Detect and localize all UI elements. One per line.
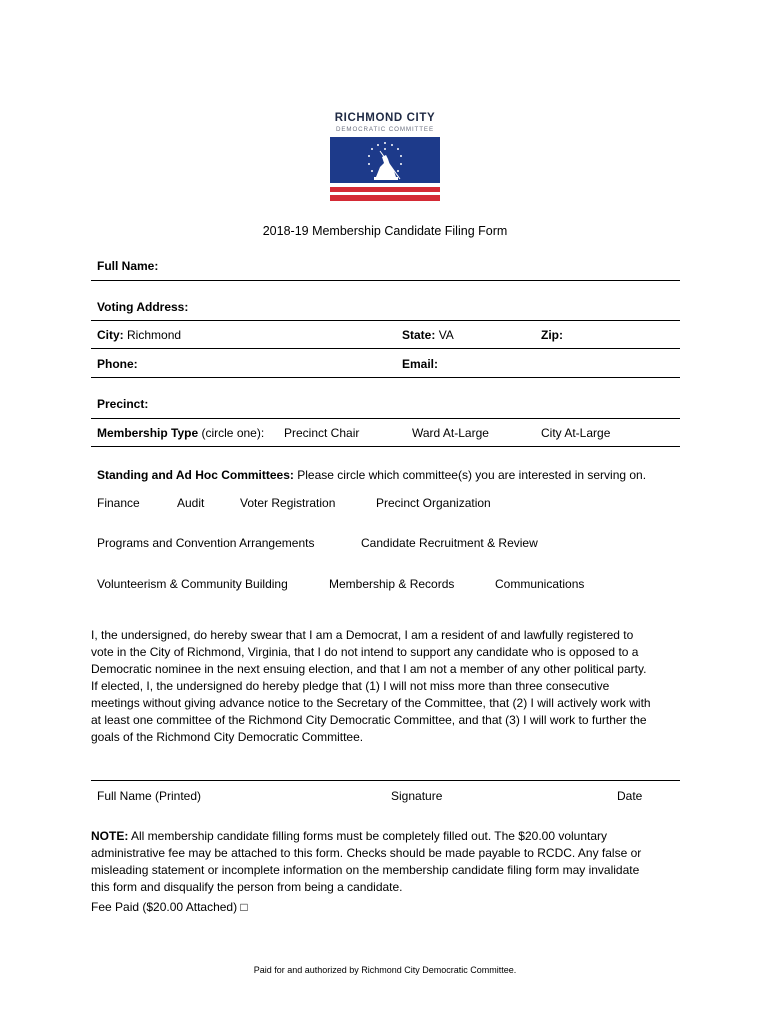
oath-line: I, the undersigned, do hereby swear that I am a Democrat, I am a resident of and lawfully registered to (91, 628, 634, 642)
note-line: administrative fee may be attached to this form. Checks should be made payable to RCDC. Any false or (91, 846, 642, 860)
committee-precinct-organization[interactable]: Precinct Organization (376, 496, 491, 510)
committees-label: Standing and Ad Hoc Committees: (97, 468, 294, 482)
membership-option-precinct-chair[interactable]: Precinct Chair (284, 426, 360, 440)
oath-line: goals of the Richmond City Democratic Committee. (91, 730, 364, 744)
form-title: 2018-19 Membership Candidate Filing Form (262, 224, 508, 238)
phone-email-row (91, 357, 680, 371)
date-label: Date (617, 789, 643, 803)
note-line: this form and disqualify the person from being a candidate. (91, 880, 403, 894)
precinct-row (91, 397, 680, 411)
note-line: misleading statement or incomplete information on the membership candidate filing form may invalidate (91, 863, 640, 877)
committees-heading (91, 468, 680, 482)
membership-type-label: Membership Type (97, 426, 199, 440)
logo-title: RICHMOND CITY (334, 112, 436, 124)
rcdc-logo (330, 112, 440, 203)
full-name-printed-label: Full Name (Printed) (97, 789, 202, 803)
footer-disclaimer: Paid for and authorized by Richmond City Democratic Committee. (253, 965, 517, 975)
signature-label: Signature (391, 789, 443, 803)
city-label: City: (97, 328, 124, 342)
state-label: State: (402, 328, 436, 342)
committee-membership-records[interactable]: Membership & Records (329, 577, 455, 591)
full-name-field-line[interactable] (91, 280, 680, 281)
flag-emblem-icon (330, 137, 440, 203)
committees-instruction: Please circle which committee(s) you are interested in serving on. (297, 468, 647, 482)
voting-address-field-line[interactable] (91, 320, 680, 321)
note-label: NOTE: (91, 829, 129, 843)
oath-line: If elected, I, the undersigned do hereby pledge that (1) I will not miss more than three consecutive (91, 679, 610, 693)
email-label: Email: (402, 357, 439, 371)
oath-paragraph (91, 627, 681, 746)
full-name-row (91, 259, 680, 273)
signature-labels-row (91, 789, 680, 803)
signature-field-line[interactable] (91, 780, 680, 781)
oath-line: meetings without giving advance notice to the Secretary of the Committee, that (2) I will actively work with (91, 696, 651, 710)
membership-type-field-line (91, 446, 680, 447)
precinct-label: Precinct: (97, 397, 149, 411)
membership-option-city-at-large[interactable]: City At-Large (541, 426, 611, 440)
oath-line: at least one committee of the Richmond City Democratic Committee, and that (3) I will work to further the (91, 713, 647, 727)
membership-type-row (91, 426, 680, 440)
note-line: All membership candidate filling forms must be completely filled out. The $20.00 voluntary (131, 829, 608, 843)
committee-volunteerism[interactable]: Volunteerism & Community Building (97, 577, 288, 591)
committee-voter-registration[interactable]: Voter Registration (240, 496, 336, 510)
oath-line: vote in the City of Richmond, Virginia, that I do not intend to support any candidate who is opposed to a (91, 645, 639, 659)
committee-audit[interactable]: Audit (177, 496, 205, 510)
logo-subtitle: DEMOCRATIC COMMITTEE (336, 126, 434, 133)
oath-line: Democratic nominee in the next ensuing election, and that I am not a member of any other political party. (91, 662, 647, 676)
committee-programs-convention[interactable]: Programs and Convention Arrangements (97, 536, 315, 550)
fee-paid-checkbox[interactable]: Fee Paid ($20.00 Attached) □ (91, 900, 248, 914)
full-name-label: Full Name: (97, 259, 159, 273)
zip-label: Zip: (541, 328, 563, 342)
note-paragraph (91, 828, 681, 896)
committee-communications[interactable]: Communications (495, 577, 585, 591)
voting-address-row (91, 300, 680, 314)
membership-option-ward-at-large[interactable]: Ward At-Large (412, 426, 489, 440)
phone-label: Phone: (97, 357, 138, 371)
membership-type-hint: (circle one): (201, 426, 265, 440)
committee-candidate-recruitment[interactable]: Candidate Recruitment & Review (361, 536, 538, 550)
city-state-zip-field-line[interactable] (91, 348, 680, 349)
voting-address-label: Voting Address: (97, 300, 189, 314)
city-state-zip-row (91, 328, 680, 342)
phone-email-field-line[interactable] (91, 377, 680, 378)
city-value: Richmond (127, 328, 182, 342)
precinct-field-line[interactable] (91, 418, 680, 419)
committee-finance[interactable]: Finance (97, 496, 140, 510)
state-value: VA (438, 328, 454, 342)
